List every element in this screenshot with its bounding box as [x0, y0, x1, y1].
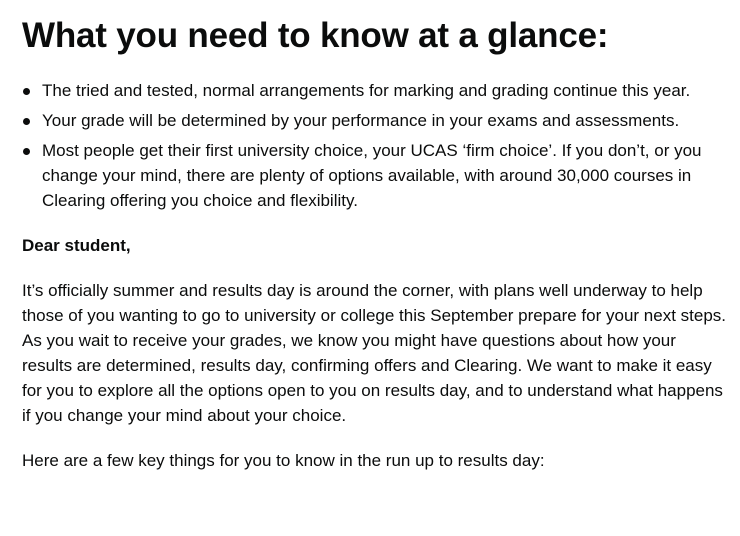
list-item-text: Your grade will be determined by your performance in your exams and assessments. — [42, 111, 680, 130]
greeting: Dear student, — [22, 236, 131, 255]
list-item-text: The tried and tested, normal arrangements for marking and grading continue this year. — [42, 81, 691, 100]
body-paragraph-key-things: Here are a few key things for you to know in the run up to results day: — [22, 451, 545, 470]
list-item — [22, 138, 730, 213]
bullet-dot-icon — [23, 148, 30, 155]
list-item — [22, 108, 730, 133]
body-paragraph-intro: It’s officially summer and results day is around the corner, with plans well underway to help those of you wanting to go to university or college this September prepare for your next steps. As you wait to receive your grades, we know you might have questions about how your results are determined, results day, confirming offers and Clearing. We want to make it easy for you to explore all the options open to you on results day, and to understand what happens if you change your mind about your choice. — [22, 281, 726, 425]
list-item-text: Most people get their first university choice, your UCAS ‘firm choice’. If you don’t, or you change your mind, there are plenty of options available, with around 30,000 courses in Clearing offering you choice and flexibility. — [42, 141, 702, 210]
bullet-dot-icon — [23, 118, 30, 125]
key-points-list — [22, 78, 730, 213]
bullet-dot-icon — [23, 88, 30, 95]
page-title: What you need to know at a glance: — [22, 16, 609, 55]
list-item — [22, 78, 730, 103]
